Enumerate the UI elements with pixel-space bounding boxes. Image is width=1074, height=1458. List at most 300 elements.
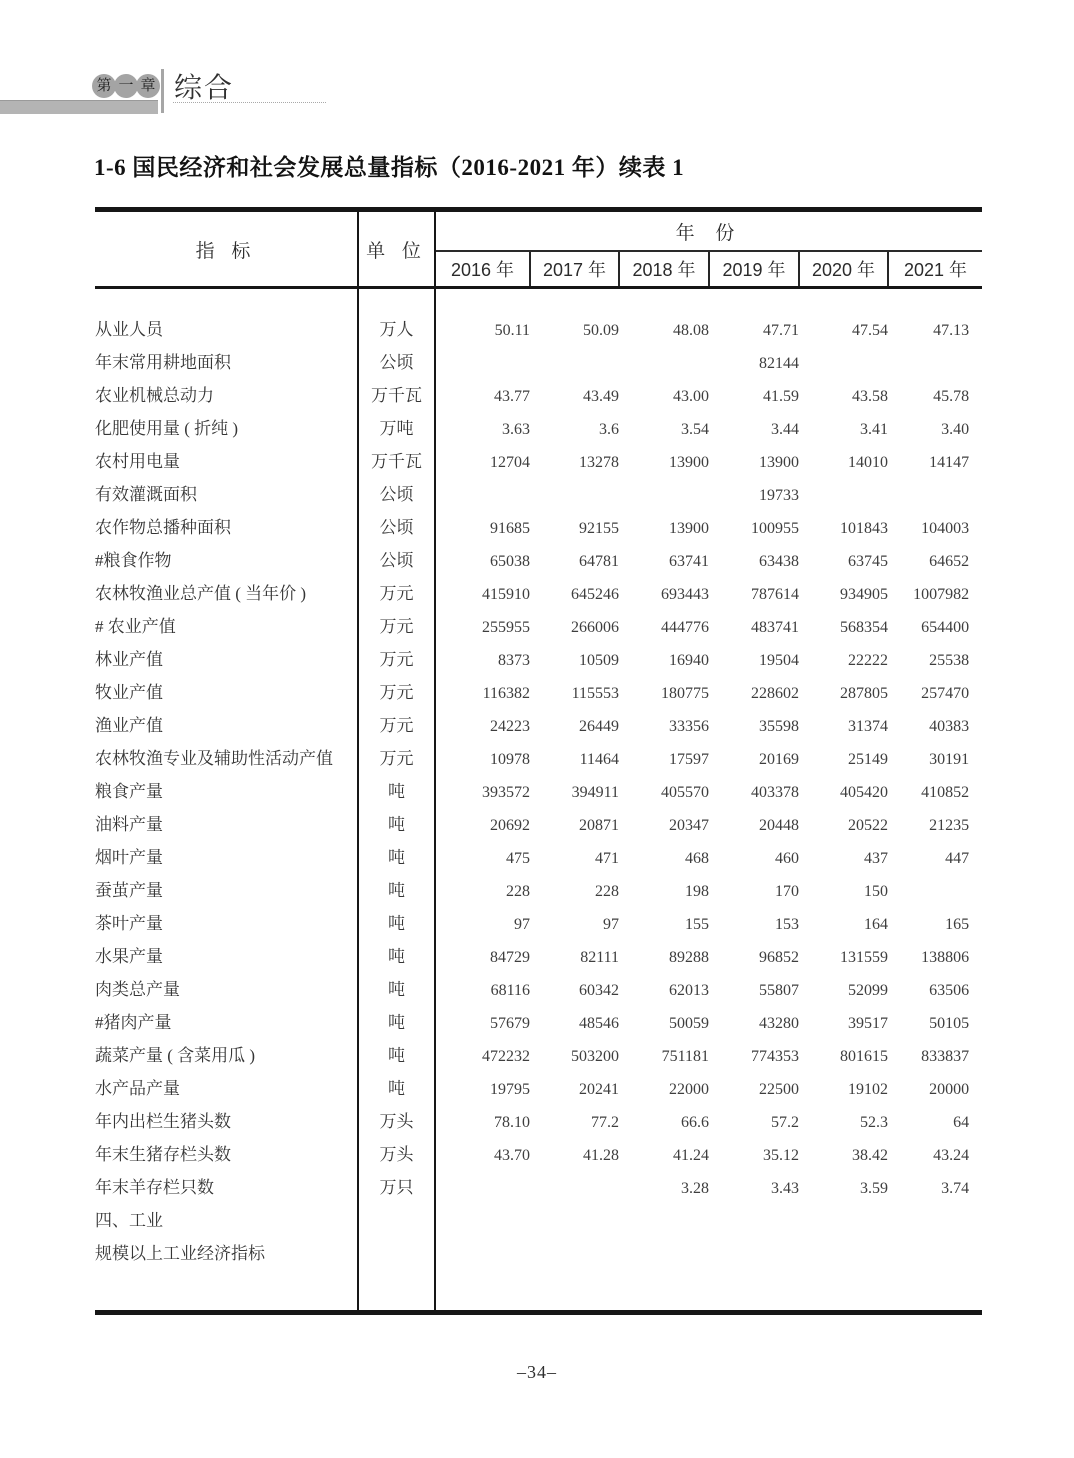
value-cell: 104003: [921, 519, 970, 537]
indicator-cell: 肉类总产量: [95, 971, 358, 1004]
value-cell: 138806: [921, 948, 970, 966]
value-cell: 50105: [929, 1014, 970, 1032]
table-row: [95, 641, 982, 674]
unit-cell: 吨: [358, 905, 435, 938]
value-cell: 40383: [929, 717, 970, 735]
table-row: [95, 1037, 982, 1070]
table-row: [95, 575, 982, 608]
unit-cell: 吨: [358, 1070, 435, 1103]
indicator-cell: 年内出栏生猪头数: [95, 1103, 358, 1136]
value-cell: 35598: [759, 717, 799, 735]
value-cell: 64781: [579, 552, 619, 570]
table-row: [95, 443, 982, 476]
value-cell: 150: [864, 882, 888, 900]
unit-cell: 万元: [358, 707, 435, 740]
table-row: [95, 938, 982, 971]
indicator-cell: 年末常用耕地面积: [95, 344, 358, 377]
value-cell: 170: [775, 882, 799, 900]
table-row: [95, 872, 982, 905]
value-cell: 287805: [840, 684, 888, 702]
value-cell: 19102: [848, 1080, 888, 1098]
indicator-cell: 规模以上工业经济指标: [95, 1235, 358, 1268]
table-row: [95, 344, 982, 377]
value-cell: 155: [685, 915, 709, 933]
table-row: [95, 971, 982, 1004]
value-cell: 77.2: [591, 1113, 619, 1131]
unit-cell: 吨: [358, 773, 435, 806]
value-cell: 153: [775, 915, 799, 933]
indicator-cell: 蔬菜产量 ( 含菜用瓜 ): [95, 1037, 358, 1070]
value-cell: 52099: [848, 981, 888, 999]
unit-cell: 万头: [358, 1136, 435, 1169]
value-cell: 20522: [848, 816, 888, 834]
value-cell: [888, 1271, 982, 1316]
header-unit: 单 位: [358, 210, 435, 288]
value-cell: 41.24: [673, 1146, 709, 1164]
value-cell: 30191: [929, 750, 970, 768]
value-cell: 64652: [929, 552, 970, 570]
indicator-cell: 水产品产量: [95, 1070, 358, 1103]
value-cell: [799, 291, 888, 315]
value-cell: [435, 347, 530, 380]
table-row: [95, 839, 982, 872]
value-cell: 833837: [921, 1047, 970, 1065]
table-row: [95, 806, 982, 839]
value-cell: 410852: [921, 783, 970, 801]
value-cell: 751181: [661, 1047, 709, 1065]
indicator-cell: 农林牧渔专业及辅助性活动产值: [95, 740, 358, 773]
value-cell: 57679: [490, 1014, 530, 1032]
table-row: [95, 1136, 982, 1169]
value-cell: 654400: [921, 618, 970, 636]
value-cell: 50.11: [494, 321, 530, 339]
value-cell: 19795: [490, 1080, 530, 1098]
year-column-header: 2017 年: [530, 251, 619, 288]
value-cell: 89288: [669, 948, 709, 966]
value-cell: 14010: [848, 453, 888, 471]
value-cell: 20692: [490, 816, 530, 834]
value-cell: 8373: [498, 651, 530, 669]
table-row: [95, 608, 982, 641]
table-row: [95, 1235, 982, 1268]
value-cell: 16940: [669, 651, 709, 669]
value-cell: 66.6: [681, 1113, 709, 1131]
value-cell: 693443: [661, 585, 709, 603]
value-cell: 3.6: [599, 420, 619, 438]
value-cell: 472232: [482, 1047, 530, 1065]
indicator-cell: 渔业产值: [95, 707, 358, 740]
indicator-cell: #粮食作物: [95, 542, 358, 575]
value-cell: 62013: [669, 981, 709, 999]
value-cell: 475: [506, 849, 530, 867]
value-cell: 437: [864, 849, 888, 867]
value-cell: [530, 479, 619, 512]
value-cell: [799, 1205, 888, 1238]
value-cell: [888, 291, 982, 315]
indicator-cell: 四、工业: [95, 1202, 358, 1235]
unit-cell: 万吨: [358, 410, 435, 443]
indicator-cell: 化肥使用量 ( 折纯 ): [95, 410, 358, 443]
value-cell: 43.58: [852, 387, 888, 405]
value-cell: 63741: [669, 552, 709, 570]
value-cell: 35.12: [763, 1146, 799, 1164]
value-cell: [619, 347, 709, 380]
value-cell: 52.3: [860, 1113, 888, 1131]
value-cell: [435, 1271, 530, 1316]
value-cell: 68116: [490, 981, 530, 999]
value-cell: [530, 291, 619, 315]
table-body: [95, 288, 982, 1313]
value-cell: 483741: [751, 618, 799, 636]
indicator-cell: #猪肉产量: [95, 1004, 358, 1037]
table-row: [95, 1070, 982, 1103]
year-column-header: 2016 年: [435, 251, 530, 288]
value-cell: 41.28: [583, 1146, 619, 1164]
chapter-title: 综合: [174, 73, 235, 104]
indicator-cell: 农林牧渔业总产值 ( 当年价 ): [95, 575, 358, 608]
table-row: [95, 905, 982, 938]
table-row: [95, 773, 982, 806]
value-cell: 228: [595, 882, 619, 900]
indicator-cell: 农作物总播种面积: [95, 509, 358, 542]
indicator-cell: 从业人员: [95, 311, 358, 344]
value-cell: 774353: [751, 1047, 799, 1065]
unit-cell: 万只: [358, 1169, 435, 1202]
value-cell: [709, 1238, 799, 1271]
value-cell: [888, 479, 982, 512]
value-cell: 164: [864, 915, 888, 933]
value-cell: [619, 291, 709, 315]
value-cell: 165: [945, 915, 970, 933]
value-cell: 3.40: [941, 420, 970, 438]
value-cell: [888, 1238, 982, 1271]
value-cell: 25538: [929, 651, 970, 669]
unit-cell: 吨: [358, 872, 435, 905]
value-cell: 11464: [579, 750, 619, 768]
value-cell: 63438: [759, 552, 799, 570]
value-cell: 3.74: [941, 1179, 970, 1197]
value-cell: 115553: [571, 684, 619, 702]
value-cell: 20347: [669, 816, 709, 834]
value-cell: 43.70: [494, 1146, 530, 1164]
value-cell: 55807: [759, 981, 799, 999]
value-cell: [799, 1271, 888, 1316]
unit-cell: 吨: [358, 1004, 435, 1037]
value-cell: 403378: [751, 783, 799, 801]
value-cell: 20241: [579, 1080, 619, 1098]
value-cell: 3.63: [502, 420, 530, 438]
value-cell: 45.78: [933, 387, 970, 405]
value-cell: 405420: [840, 783, 888, 801]
indicator-cell: [95, 1268, 358, 1313]
unit-cell: 万元: [358, 575, 435, 608]
unit-cell: 万元: [358, 740, 435, 773]
value-cell: 48546: [579, 1014, 619, 1032]
value-cell: 22222: [848, 651, 888, 669]
value-cell: 405570: [661, 783, 709, 801]
indicator-cell: 年末生猪存栏头数: [95, 1136, 358, 1169]
value-cell: 3.28: [681, 1179, 709, 1197]
table-row: [95, 377, 982, 410]
value-cell: [888, 875, 982, 908]
unit-cell: 公顷: [358, 344, 435, 377]
unit-cell: 吨: [358, 1037, 435, 1070]
value-cell: 3.44: [771, 420, 799, 438]
header-indicator: 指 标: [95, 210, 358, 288]
value-cell: [619, 1238, 709, 1271]
value-cell: 43.77: [494, 387, 530, 405]
unit-cell: 公顷: [358, 542, 435, 575]
value-cell: 14147: [929, 453, 970, 471]
table-row: [95, 509, 982, 542]
value-cell: 96852: [759, 948, 799, 966]
value-cell: 460: [775, 849, 799, 867]
value-cell: 1007982: [913, 585, 970, 603]
value-cell: 415910: [482, 585, 530, 603]
value-cell: 91685: [490, 519, 530, 537]
indicator-cell: 茶叶产量: [95, 905, 358, 938]
value-cell: 3.54: [681, 420, 709, 438]
value-cell: 19733: [759, 486, 799, 504]
value-cell: 20000: [929, 1080, 970, 1098]
value-cell: 48.08: [673, 321, 709, 339]
value-cell: 43.00: [673, 387, 709, 405]
value-cell: 257470: [921, 684, 970, 702]
value-cell: 13900: [759, 453, 799, 471]
value-cell: 101843: [840, 519, 888, 537]
value-cell: [530, 1172, 619, 1205]
indicator-cell: 烟叶产量: [95, 839, 358, 872]
value-cell: 228602: [751, 684, 799, 702]
unit-cell: 吨: [358, 938, 435, 971]
unit-cell: 万人: [358, 311, 435, 344]
unit-cell: 吨: [358, 971, 435, 1004]
value-cell: 78.10: [494, 1113, 530, 1131]
value-cell: 64: [953, 1113, 970, 1131]
indicator-cell: 油料产量: [95, 806, 358, 839]
value-cell: 13900: [669, 519, 709, 537]
indicator-cell: # 农业产值: [95, 608, 358, 641]
value-cell: 57.2: [771, 1113, 799, 1131]
value-cell: 31374: [848, 717, 888, 735]
indicator-cell: 农业机械总动力: [95, 377, 358, 410]
value-cell: 100955: [751, 519, 799, 537]
indicator-cell: 水果产量: [95, 938, 358, 971]
year-column-header: 2021 年: [888, 251, 982, 288]
value-cell: [799, 479, 888, 512]
value-cell: 92155: [579, 519, 619, 537]
value-cell: 43.24: [933, 1146, 970, 1164]
value-cell: [435, 291, 530, 315]
table-row: [95, 410, 982, 443]
value-cell: 198: [685, 882, 709, 900]
value-cell: 3.41: [860, 420, 888, 438]
value-cell: [530, 347, 619, 380]
value-cell: 266006: [571, 618, 619, 636]
value-cell: 21235: [929, 816, 970, 834]
value-cell: 22000: [669, 1080, 709, 1098]
value-cell: 13278: [579, 453, 619, 471]
table-row: [95, 674, 982, 707]
chapter-badge-circle: 第: [92, 74, 116, 98]
indicator-cell: 粮食产量: [95, 773, 358, 806]
value-cell: 444776: [661, 618, 709, 636]
unit-cell: 万元: [358, 674, 435, 707]
chapter-gray-bar: [0, 100, 158, 114]
value-cell: 131559: [840, 948, 888, 966]
value-cell: 38.42: [852, 1146, 888, 1164]
value-cell: [435, 1172, 530, 1205]
table-row: [95, 740, 982, 773]
statistics-table: [95, 207, 982, 1315]
table-row: [95, 707, 982, 740]
value-cell: [435, 1238, 530, 1271]
chapter-badge-circle: 章: [136, 74, 160, 98]
value-cell: [619, 1271, 709, 1316]
value-cell: 503200: [571, 1047, 619, 1065]
value-cell: 65038: [490, 552, 530, 570]
value-cell: [530, 1205, 619, 1238]
chapter-dotted-rule: [173, 102, 326, 103]
value-cell: 10509: [579, 651, 619, 669]
value-cell: 63745: [848, 552, 888, 570]
chapter-badge-circle: 一: [114, 74, 138, 98]
value-cell: 47.54: [852, 321, 888, 339]
chapter-badge: [92, 74, 158, 98]
value-cell: 41.59: [763, 387, 799, 405]
value-cell: 447: [945, 849, 970, 867]
value-cell: 97: [514, 915, 530, 933]
table-row: [95, 542, 982, 575]
unit-cell: [358, 1268, 435, 1313]
value-cell: 393572: [482, 783, 530, 801]
value-cell: 394911: [571, 783, 619, 801]
value-cell: 39517: [848, 1014, 888, 1032]
value-cell: 10978: [490, 750, 530, 768]
page-number: –34–: [517, 1362, 557, 1382]
table-row: [95, 1169, 982, 1202]
value-cell: [709, 291, 799, 315]
value-cell: 801615: [840, 1047, 888, 1065]
value-cell: [530, 1271, 619, 1316]
value-cell: 116382: [482, 684, 530, 702]
value-cell: 63506: [929, 981, 970, 999]
unit-cell: [358, 1202, 435, 1235]
value-cell: [530, 1238, 619, 1271]
value-cell: 3.59: [860, 1179, 888, 1197]
year-column-header: 2018 年: [619, 251, 709, 288]
unit-cell: 万元: [358, 641, 435, 674]
indicator-cell: 林业产值: [95, 641, 358, 674]
spacer-row: [95, 288, 982, 312]
value-cell: [888, 1205, 982, 1238]
value-cell: 180775: [661, 684, 709, 702]
value-cell: 50059: [669, 1014, 709, 1032]
value-cell: 934905: [840, 585, 888, 603]
value-cell: 20169: [759, 750, 799, 768]
value-cell: [709, 1205, 799, 1238]
unit-cell: 万头: [358, 1103, 435, 1136]
year-column-header: 2020 年: [799, 251, 888, 288]
value-cell: 19504: [759, 651, 799, 669]
value-cell: 24223: [490, 717, 530, 735]
unit-cell: 公顷: [358, 509, 435, 542]
unit-cell: 万元: [358, 608, 435, 641]
value-cell: 17597: [669, 750, 709, 768]
value-cell: [888, 347, 982, 380]
table-title: 1-6 国民经济和社会发展总量指标（2016-2021 年）续表 1: [94, 155, 685, 180]
value-cell: [435, 1205, 530, 1238]
value-cell: 22500: [759, 1080, 799, 1098]
value-cell: [619, 479, 709, 512]
value-cell: 60342: [579, 981, 619, 999]
indicator-cell: 牧业产值: [95, 674, 358, 707]
table-row: [95, 1202, 982, 1235]
value-cell: 25149: [848, 750, 888, 768]
table-row: [95, 1004, 982, 1037]
value-cell: 47.13: [933, 321, 970, 339]
unit-cell: 吨: [358, 839, 435, 872]
value-cell: 43280: [759, 1014, 799, 1032]
unit-cell: [358, 1235, 435, 1268]
unit-cell: 万千瓦: [358, 377, 435, 410]
value-cell: 20448: [759, 816, 799, 834]
value-cell: 787614: [751, 585, 799, 603]
value-cell: [709, 1271, 799, 1316]
unit-cell: 公顷: [358, 476, 435, 509]
value-cell: 84729: [490, 948, 530, 966]
value-cell: [799, 347, 888, 380]
filler-row: [95, 1268, 982, 1313]
value-cell: 471: [595, 849, 619, 867]
value-cell: 50.09: [583, 321, 619, 339]
indicator-cell: 有效灌溉面积: [95, 476, 358, 509]
year-column-header: 2019 年: [709, 251, 799, 288]
indicator-cell: [95, 288, 358, 312]
value-cell: 645246: [571, 585, 619, 603]
indicator-cell: 农村用电量: [95, 443, 358, 476]
value-cell: 82111: [580, 948, 619, 966]
value-cell: 26449: [579, 717, 619, 735]
unit-cell: 吨: [358, 806, 435, 839]
value-cell: [435, 479, 530, 512]
unit-cell: [358, 288, 435, 312]
chapter-divider: [161, 69, 164, 113]
value-cell: 255955: [482, 618, 530, 636]
table-row: [95, 311, 982, 344]
value-cell: 3.43: [771, 1179, 799, 1197]
value-cell: 228: [506, 882, 530, 900]
indicator-cell: 年末羊存栏只数: [95, 1169, 358, 1202]
unit-cell: 万千瓦: [358, 443, 435, 476]
value-cell: 97: [603, 915, 619, 933]
value-cell: 20871: [579, 816, 619, 834]
indicator-cell: 蚕茧产量: [95, 872, 358, 905]
header-year-group: 年 份: [435, 210, 982, 252]
value-cell: [619, 1205, 709, 1238]
table-row: [95, 1103, 982, 1136]
value-cell: 82144: [759, 354, 799, 372]
value-cell: 12704: [490, 453, 530, 471]
value-cell: 468: [685, 849, 709, 867]
value-cell: 568354: [840, 618, 888, 636]
value-cell: [799, 1238, 888, 1271]
table-row: [95, 476, 982, 509]
value-cell: 33356: [669, 717, 709, 735]
value-cell: 13900: [669, 453, 709, 471]
value-cell: 47.71: [763, 321, 799, 339]
value-cell: 43.49: [583, 387, 619, 405]
